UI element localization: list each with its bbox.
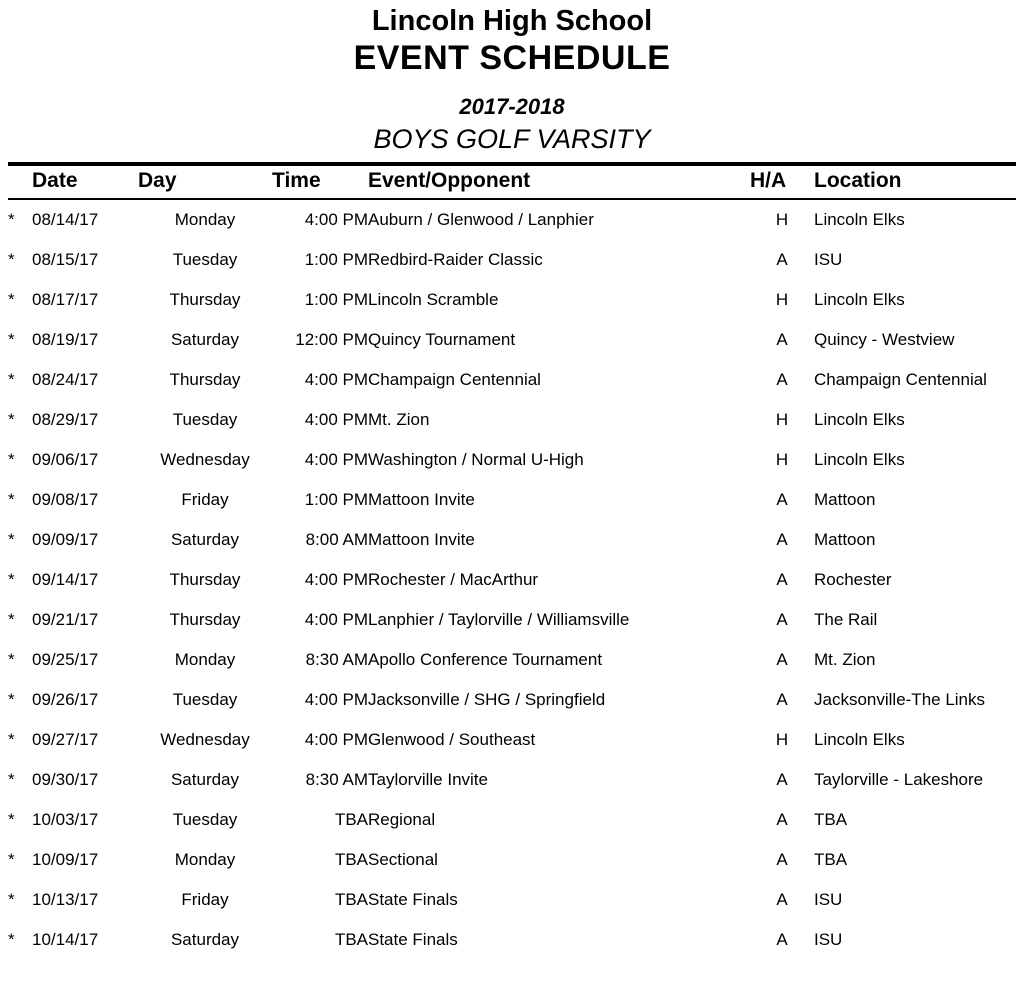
row-day: Saturday	[170, 930, 240, 949]
column-header-event: Event/Opponent	[368, 169, 531, 192]
row-date: 09/09/17	[32, 530, 99, 549]
row-time: TBA	[334, 850, 368, 869]
table-row	[8, 520, 1016, 560]
row-date: 09/14/17	[32, 570, 99, 589]
row-date: 10/14/17	[32, 930, 99, 949]
row-date: 09/25/17	[32, 650, 99, 669]
table-row	[8, 320, 1016, 360]
row-star: *	[8, 810, 15, 829]
table-row	[8, 440, 1016, 480]
row-star: *	[8, 490, 15, 509]
row-star: *	[8, 210, 15, 229]
school-name: Lincoln High School	[371, 5, 653, 37]
row-ha: A	[776, 850, 788, 869]
row-date: 08/29/17	[32, 410, 99, 429]
row-date: 08/14/17	[32, 210, 99, 229]
row-ha: A	[776, 570, 788, 589]
row-ha: A	[776, 610, 788, 629]
page-title: EVENT SCHEDULE	[353, 39, 671, 77]
row-day: Saturday	[170, 770, 240, 789]
row-day: Friday	[181, 890, 229, 909]
row-location: TBA	[814, 850, 848, 869]
schedule-table	[8, 166, 1016, 198]
row-location: Mt. Zion	[814, 650, 876, 669]
column-header-time: Time	[272, 169, 321, 192]
row-day: Tuesday	[172, 410, 238, 429]
row-star: *	[8, 610, 15, 629]
column-header-date: Date	[32, 169, 78, 192]
row-event: Quincy Tournament	[368, 330, 516, 349]
row-time: 12:00 PM	[295, 330, 368, 349]
row-location: Taylorville - Lakeshore	[814, 770, 984, 789]
row-event: Mattoon Invite	[368, 490, 475, 509]
column-header-star	[8, 166, 32, 198]
row-event: Glenwood / Southeast	[368, 730, 536, 749]
row-star: *	[8, 850, 15, 869]
row-star: *	[8, 770, 15, 789]
table-row	[8, 240, 1016, 280]
row-star: *	[8, 250, 15, 269]
row-day: Monday	[174, 650, 236, 669]
table-header-row	[8, 166, 1016, 198]
row-star: *	[8, 450, 15, 469]
row-day: Thursday	[169, 610, 241, 629]
row-event: Mattoon Invite	[368, 530, 475, 549]
row-ha: A	[776, 890, 788, 909]
row-time: 4:00 PM	[304, 370, 368, 389]
table-row	[8, 600, 1016, 640]
row-date: 09/26/17	[32, 690, 99, 709]
row-event: Mt. Zion	[368, 410, 430, 429]
table-row	[8, 920, 1016, 960]
row-ha: A	[776, 250, 788, 269]
row-time: 4:00 PM	[304, 570, 368, 589]
row-day: Wednesday	[160, 450, 250, 469]
row-location: ISU	[814, 930, 843, 949]
row-event: Regional	[368, 810, 436, 829]
row-star: *	[8, 890, 15, 909]
row-time: 4:00 PM	[304, 730, 368, 749]
row-ha: H	[775, 290, 789, 309]
row-ha: H	[775, 410, 789, 429]
row-ha: A	[776, 810, 788, 829]
season-label: 2017-2018	[459, 94, 565, 119]
table-row	[8, 720, 1016, 760]
row-location: Quincy - Westview	[814, 330, 955, 349]
row-star: *	[8, 290, 15, 309]
row-ha: A	[776, 330, 788, 349]
row-location: The Rail	[814, 610, 878, 629]
column-header-day: Day	[138, 169, 177, 192]
row-date: 10/09/17	[32, 850, 99, 869]
row-location: Mattoon	[814, 530, 876, 549]
row-star: *	[8, 410, 15, 429]
row-day: Thursday	[169, 570, 241, 589]
row-time: TBA	[334, 890, 368, 909]
row-date: 08/24/17	[32, 370, 99, 389]
row-time: TBA	[334, 810, 368, 829]
row-star: *	[8, 690, 15, 709]
row-star: *	[8, 370, 15, 389]
table-row	[8, 400, 1016, 440]
row-event: Redbird-Raider Classic	[368, 250, 543, 269]
row-time: 8:30 AM	[305, 650, 368, 669]
row-date: 09/06/17	[32, 450, 99, 469]
row-day: Monday	[174, 850, 236, 869]
row-ha: A	[776, 530, 788, 549]
row-day: Friday	[181, 490, 229, 509]
row-date: 09/27/17	[32, 730, 99, 749]
row-date: 08/15/17	[32, 250, 99, 269]
row-event: State Finals	[368, 890, 458, 909]
table-row	[8, 760, 1016, 800]
row-event: Auburn / Glenwood / Lanphier	[368, 210, 594, 229]
row-event: Lanphier / Taylorville / Williamsville	[368, 610, 630, 629]
table-row	[8, 840, 1016, 880]
row-time: 4:00 PM	[304, 610, 368, 629]
row-day: Wednesday	[160, 730, 250, 749]
row-star: *	[8, 330, 15, 349]
row-date: 09/21/17	[32, 610, 99, 629]
row-star: *	[8, 530, 15, 549]
row-star: *	[8, 730, 15, 749]
row-ha: A	[776, 930, 788, 949]
row-event: Taylorville Invite	[368, 770, 488, 789]
row-location: ISU	[814, 890, 843, 909]
table-row	[8, 280, 1016, 320]
row-event: Rochester / MacArthur	[368, 570, 539, 589]
row-location: Lincoln Elks	[814, 450, 905, 469]
row-time: 1:00 PM	[304, 490, 368, 509]
row-event: Lincoln Scramble	[368, 290, 499, 309]
table-row	[8, 360, 1016, 400]
row-location: Lincoln Elks	[814, 410, 905, 429]
table-row	[8, 680, 1016, 720]
row-star: *	[8, 570, 15, 589]
row-day: Thursday	[169, 290, 241, 309]
row-time: 4:00 PM	[304, 410, 368, 429]
row-location: TBA	[814, 810, 848, 829]
row-event: Sectional	[368, 850, 438, 869]
row-event: Washington / Normal U-High	[368, 450, 584, 469]
row-day: Tuesday	[172, 690, 238, 709]
row-day: Saturday	[170, 530, 240, 549]
schedule-body-table	[8, 200, 1016, 960]
row-ha: A	[776, 690, 788, 709]
row-ha: A	[776, 490, 788, 509]
row-day: Tuesday	[172, 810, 238, 829]
row-event: State Finals	[368, 930, 458, 949]
table-row	[8, 480, 1016, 520]
row-time: 8:30 AM	[305, 770, 368, 789]
table-row	[8, 560, 1016, 600]
row-date: 10/03/17	[32, 810, 99, 829]
document-header	[0, 0, 1024, 156]
row-day: Monday	[174, 210, 236, 229]
row-time: 4:00 PM	[304, 210, 368, 229]
row-day: Thursday	[169, 370, 241, 389]
row-location: ISU	[814, 250, 843, 269]
row-time: 4:00 PM	[304, 450, 368, 469]
row-date: 10/13/17	[32, 890, 99, 909]
row-day: Tuesday	[172, 250, 238, 269]
row-location: Lincoln Elks	[814, 290, 905, 309]
row-location: Champaign Centennial	[814, 370, 987, 389]
row-date: 09/08/17	[32, 490, 99, 509]
row-event: Apollo Conference Tournament	[368, 650, 603, 669]
table-row	[8, 800, 1016, 840]
table-row	[8, 200, 1016, 240]
table-row	[8, 640, 1016, 680]
row-event: Champaign Centennial	[368, 370, 541, 389]
row-ha: A	[776, 650, 788, 669]
row-ha: H	[775, 730, 789, 749]
row-time: 1:00 PM	[304, 250, 368, 269]
row-time: TBA	[334, 930, 368, 949]
sport-label: BOYS GOLF VARSITY	[373, 124, 651, 154]
row-location: Mattoon	[814, 490, 876, 509]
row-date: 09/30/17	[32, 770, 99, 789]
row-date: 08/17/17	[32, 290, 99, 309]
row-location: Jacksonville-The Links	[814, 690, 986, 709]
row-location: Lincoln Elks	[814, 210, 905, 229]
row-ha: H	[775, 450, 789, 469]
table-row	[8, 880, 1016, 920]
row-date: 08/19/17	[32, 330, 99, 349]
row-location: Rochester	[814, 570, 892, 589]
row-ha: A	[776, 370, 788, 389]
column-header-location: Location	[814, 169, 902, 192]
row-time: 8:00 AM	[305, 530, 368, 549]
row-star: *	[8, 650, 15, 669]
row-star: *	[8, 930, 15, 949]
column-header-ha: H/A	[750, 169, 787, 192]
row-ha: H	[775, 210, 789, 229]
row-ha: A	[776, 770, 788, 789]
row-location: Lincoln Elks	[814, 730, 905, 749]
row-time: 1:00 PM	[304, 290, 368, 309]
row-event: Jacksonville / SHG / Springfield	[368, 690, 606, 709]
row-time: 4:00 PM	[304, 690, 368, 709]
row-day: Saturday	[170, 330, 240, 349]
